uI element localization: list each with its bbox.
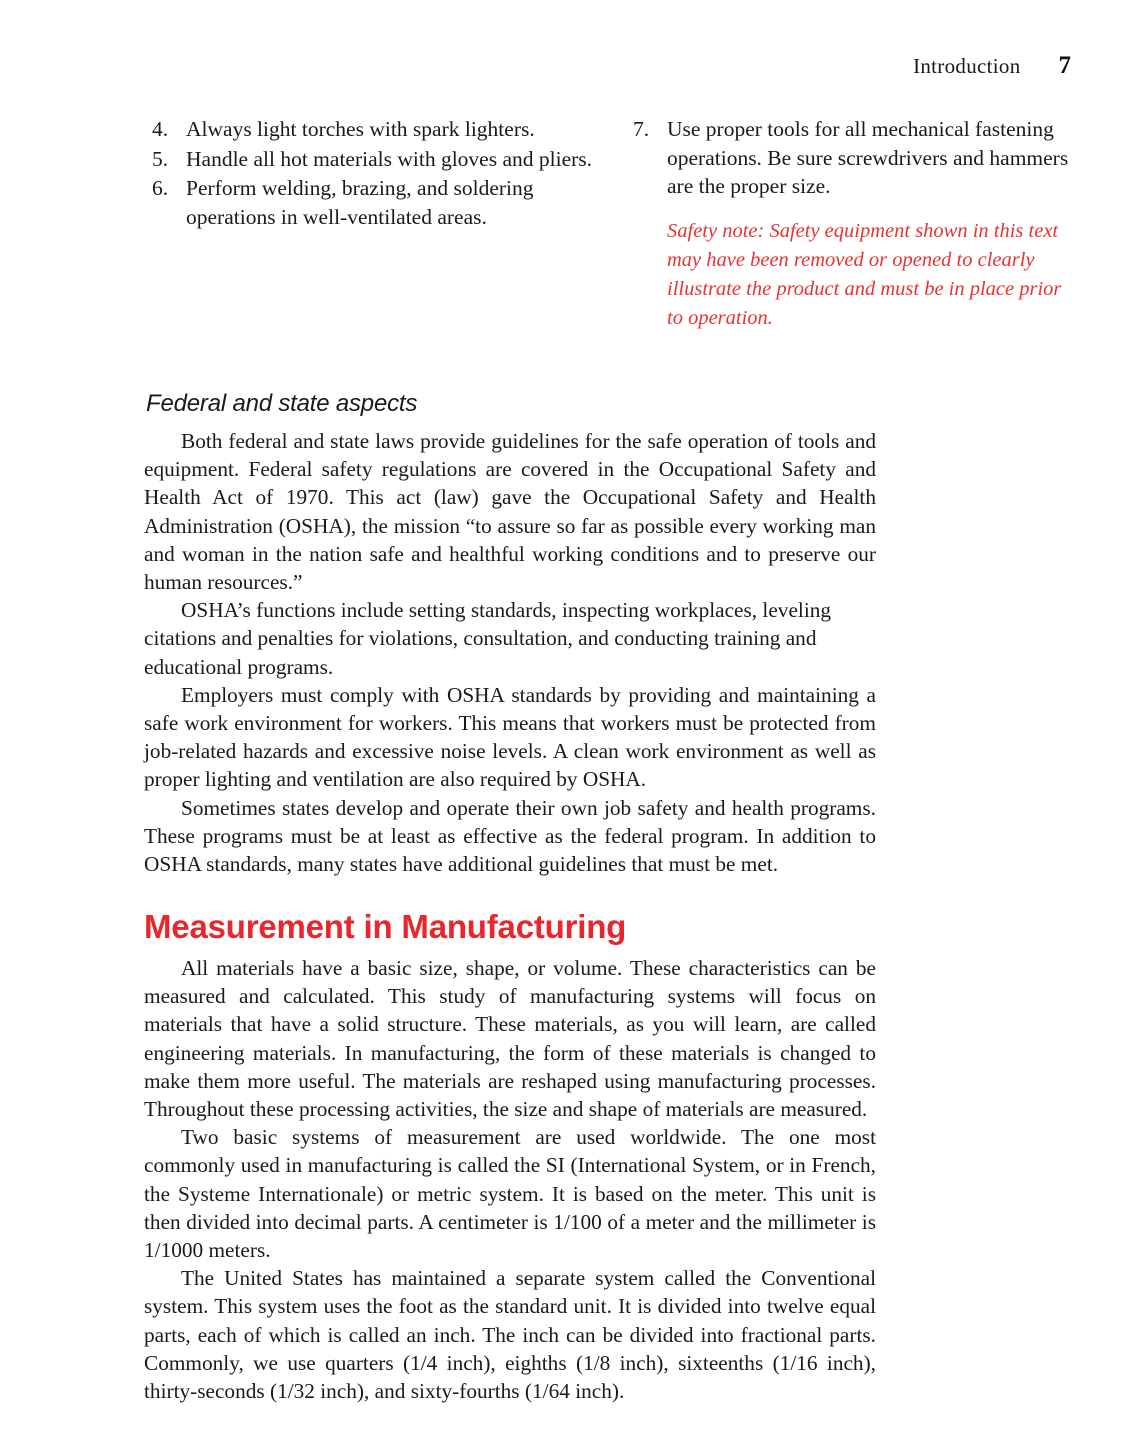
safety-note: Safety note: Safety equipment shown in this text may have been removed or opened to clearly illustrate the product and must be in place prior to operation. — [667, 219, 1062, 330]
paragraph: All materials have a basic size, shape, or volume. These characteristics can be measured and calculated. This study of manufacturing systems will focus on materials that have a solid structure. These materials, as you will learn, are called engineering materials. In manufacturing, the form of these materials is changed to make them more useful. The materials are reshaped using manufacturing processes. Throughout these processing activities, the size and shape of materials are measured. — [144, 956, 876, 1122]
list-item-number: 4. — [152, 117, 169, 141]
safety-rules-list — [152, 115, 1082, 333]
paragraph: Two basic systems of measurement are used worldwide. The one most commonly used in manufacturing is called the SI (International System, or in French, the Systeme Internationale) or metric system. It is based on the meter. This unit is then divided into decimal parts. A centimeter is 1/100 of a meter and the millimeter is 1/1000 meters. — [144, 1125, 876, 1263]
section-body-measurement-in-manufacturing — [144, 954, 876, 1405]
list-item-text: Always light torches with spark lighters. — [186, 117, 535, 141]
paragraph: OSHA’s functions include setting standards, inspecting workplaces, leveling citations and penalties for violations, consultation, and conducting training and educational programs. — [144, 598, 832, 679]
section-heading-measurement-in-manufacturing: Measurement in Manufacturing — [144, 908, 627, 945]
section-heading-federal-and-state-aspects: Federal and state aspects — [146, 390, 418, 417]
list-item-number: 5. — [152, 146, 169, 171]
running-head-title: Introduction — [913, 54, 1021, 78]
list-item-text: Perform welding, brazing, and soldering operations in well-ventilated areas. — [186, 176, 534, 229]
paragraph: Sometimes states develop and operate their own job safety and health programs. These programs must be at least as effective as the federal program. In addition to OSHA standards, many states have additional guidelines that must be met. — [144, 795, 876, 877]
list-item-text: Use proper tools for all mechanical fastening operations. Be sure screwdrivers and hammers are the proper size. — [667, 117, 1069, 199]
list-item-number: 6. — [152, 176, 169, 201]
running-head — [913, 52, 1071, 80]
paragraph: Both federal and state laws provide guidelines for the safe operation of tools and equipment. Federal safety regulations are covered in the Occupational Safety and Health Act of 1970. This act (law) gave the Occupational Safety and Health Administration (OSHA), the mission “to assure so far as possible every working man and woman in the nation safe and healthful working conditions and to preserve our human resources.” — [144, 429, 876, 595]
paragraph: The United States has maintained a separate system called the Conventional system. This system uses the foot as the standard unit. It is divided into twelve equal parts, each of which is called an inch. The inch can be divided into fractional parts. Commonly, we use quarters (1/4 inch), eighths (1/8 inch), sixteenths (1/16 inch), thirty-seconds (1/32 inch), and sixty-fourths (1/64 inch). — [144, 1266, 876, 1404]
page-number: 7 — [1058, 52, 1071, 79]
list-item-text: Handle all hot materials with gloves and pliers. — [186, 146, 593, 171]
list-item — [152, 174, 601, 231]
paragraph: Employers must comply with OSHA standards by providing and maintaining a safe work environment for workers. This means that workers must be protected from job-related hazards and excessive noise levels. A clean work environment as well as proper lighting and ventilation are also required by OSHA. — [144, 682, 876, 792]
list-item — [152, 115, 601, 144]
safety-list-left-column — [152, 115, 601, 333]
safety-list-right-column — [633, 115, 1082, 333]
list-item — [633, 115, 1082, 201]
list-item — [152, 145, 601, 174]
list-item-number: 7. — [633, 117, 650, 141]
section-body-federal-and-state-aspects — [144, 427, 876, 878]
